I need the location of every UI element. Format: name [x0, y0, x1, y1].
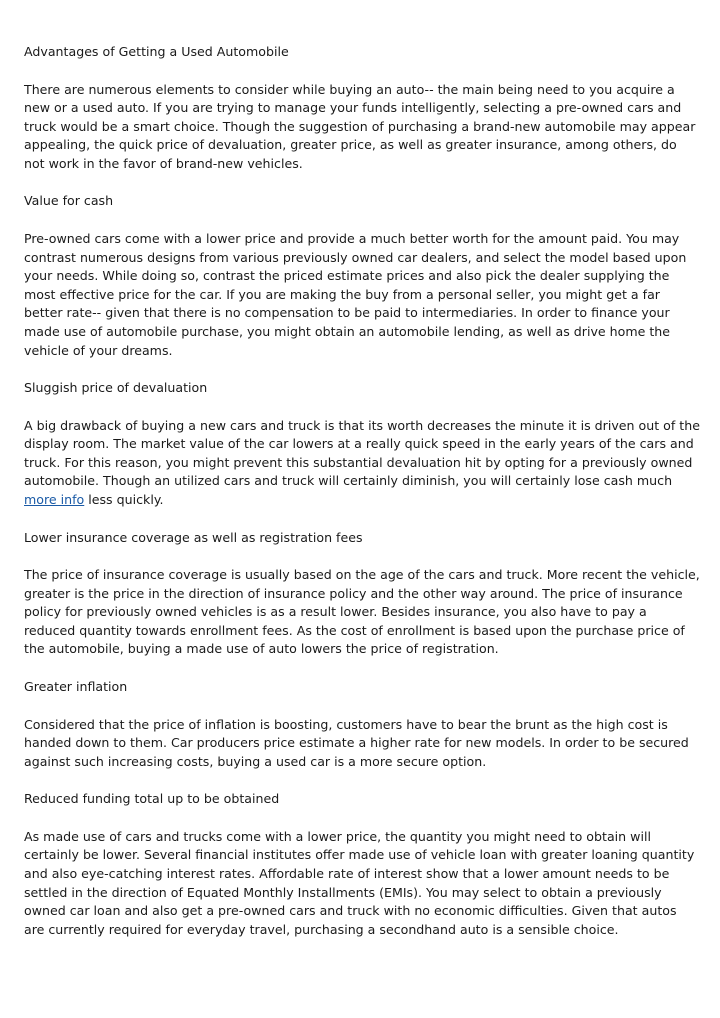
- intro-paragraph: There are numerous elements to consider while buying an auto-- the main being need to you acquire a new or a used auto. If you are trying to manage your funds intelligently, selecting a pre-owned cars and truck would be a smart choice. Though the suggestion of purchasing a brand-new automobile may appear appealing, the quick price of devaluation, greater price, as well as greater insurance, among others, do not work in the favor of brand-new vehicles.: [24, 81, 696, 171]
- section-body-inflation: Considered that the price of inflation is boosting, customers have to bear the brunt as the high cost is handed down to them. Car producers price estimate a higher rate for new models. In order to be secured against such increasing costs, buying a used car is a more secure option.: [24, 716, 689, 769]
- section-heading-funding: Reduced funding total up to be obtained: [24, 791, 280, 807]
- section-heading-devaluation: Sluggish price of devaluation: [24, 380, 208, 396]
- section-body-value-for-cash: Pre-owned cars come with a lower price and provide a much better worth for the amount paid. You may contrast numerous designs from various previously owned car dealers, and select the model based upon your needs. While doing so, contrast the priced estimate prices and also pick the dealer supplying the most effective price for the car. If you are making the buy from a personal seller, you might get a far better rate-- given that there is no compensation to be paid to intermediaries. In order to finance your made use of automobile purchase, you might obtain an automobile lending, as well as drive home the vehicle of your dreams.: [24, 230, 687, 358]
- section-body-insurance: The price of insurance coverage is usually based on the age of the cars and truck. More recent the vehicle, greater is the price in the direction of insurance policy and the other way around. The price of insurance policy for previously owned vehicles is as a result lower. Besides insurance, you also have to pay a reduced quantity towards enrollment fees. As the cost of enrollment is based upon the purchase price of the automobile, buying a made use of auto lowers the price of registration.: [24, 567, 700, 657]
- document-title: Advantages of Getting a Used Automobile: [24, 44, 289, 59]
- section-heading-inflation: Greater inflation: [24, 679, 128, 695]
- devaluation-text-before-link: A big drawback of buying a new cars and truck is that its worth decreases the minute it is driven out of the display room. The market value of the car lowers at a really quick speed in the early years of the cars and truck. For this reason, you might prevent this substantial devaluation hit by opting for a previously owned automobile. Though an utilized cars and truck will certainly diminish, you will certainly lose cash much: [24, 417, 700, 489]
- devaluation-text-after-link: less quickly.: [84, 492, 164, 507]
- section-body-devaluation: [24, 417, 700, 510]
- section-heading-value-for-cash: Value for cash: [24, 193, 114, 209]
- more-info-link[interactable]: more info: [24, 492, 85, 507]
- section-heading-insurance: Lower insurance coverage as well as registration fees: [24, 529, 363, 545]
- section-body-funding: As made use of cars and trucks come with a lower price, the quantity you might need to obtain will certainly be lower. Several financial institutes offer made use of vehicle loan with greater loaning quantity and also eye-catching interest rates. Affordable rate of interest show that a lower amount needs to be settled in the direction of Equated Monthly Installments (EMIs). You may select to obtain a previously owned car loan and also get a pre-owned cars and truck with no economic difficulties. Given that autos are currently required for everyday travel, purchasing a secondhand auto is a sensible choice.: [24, 828, 695, 937]
